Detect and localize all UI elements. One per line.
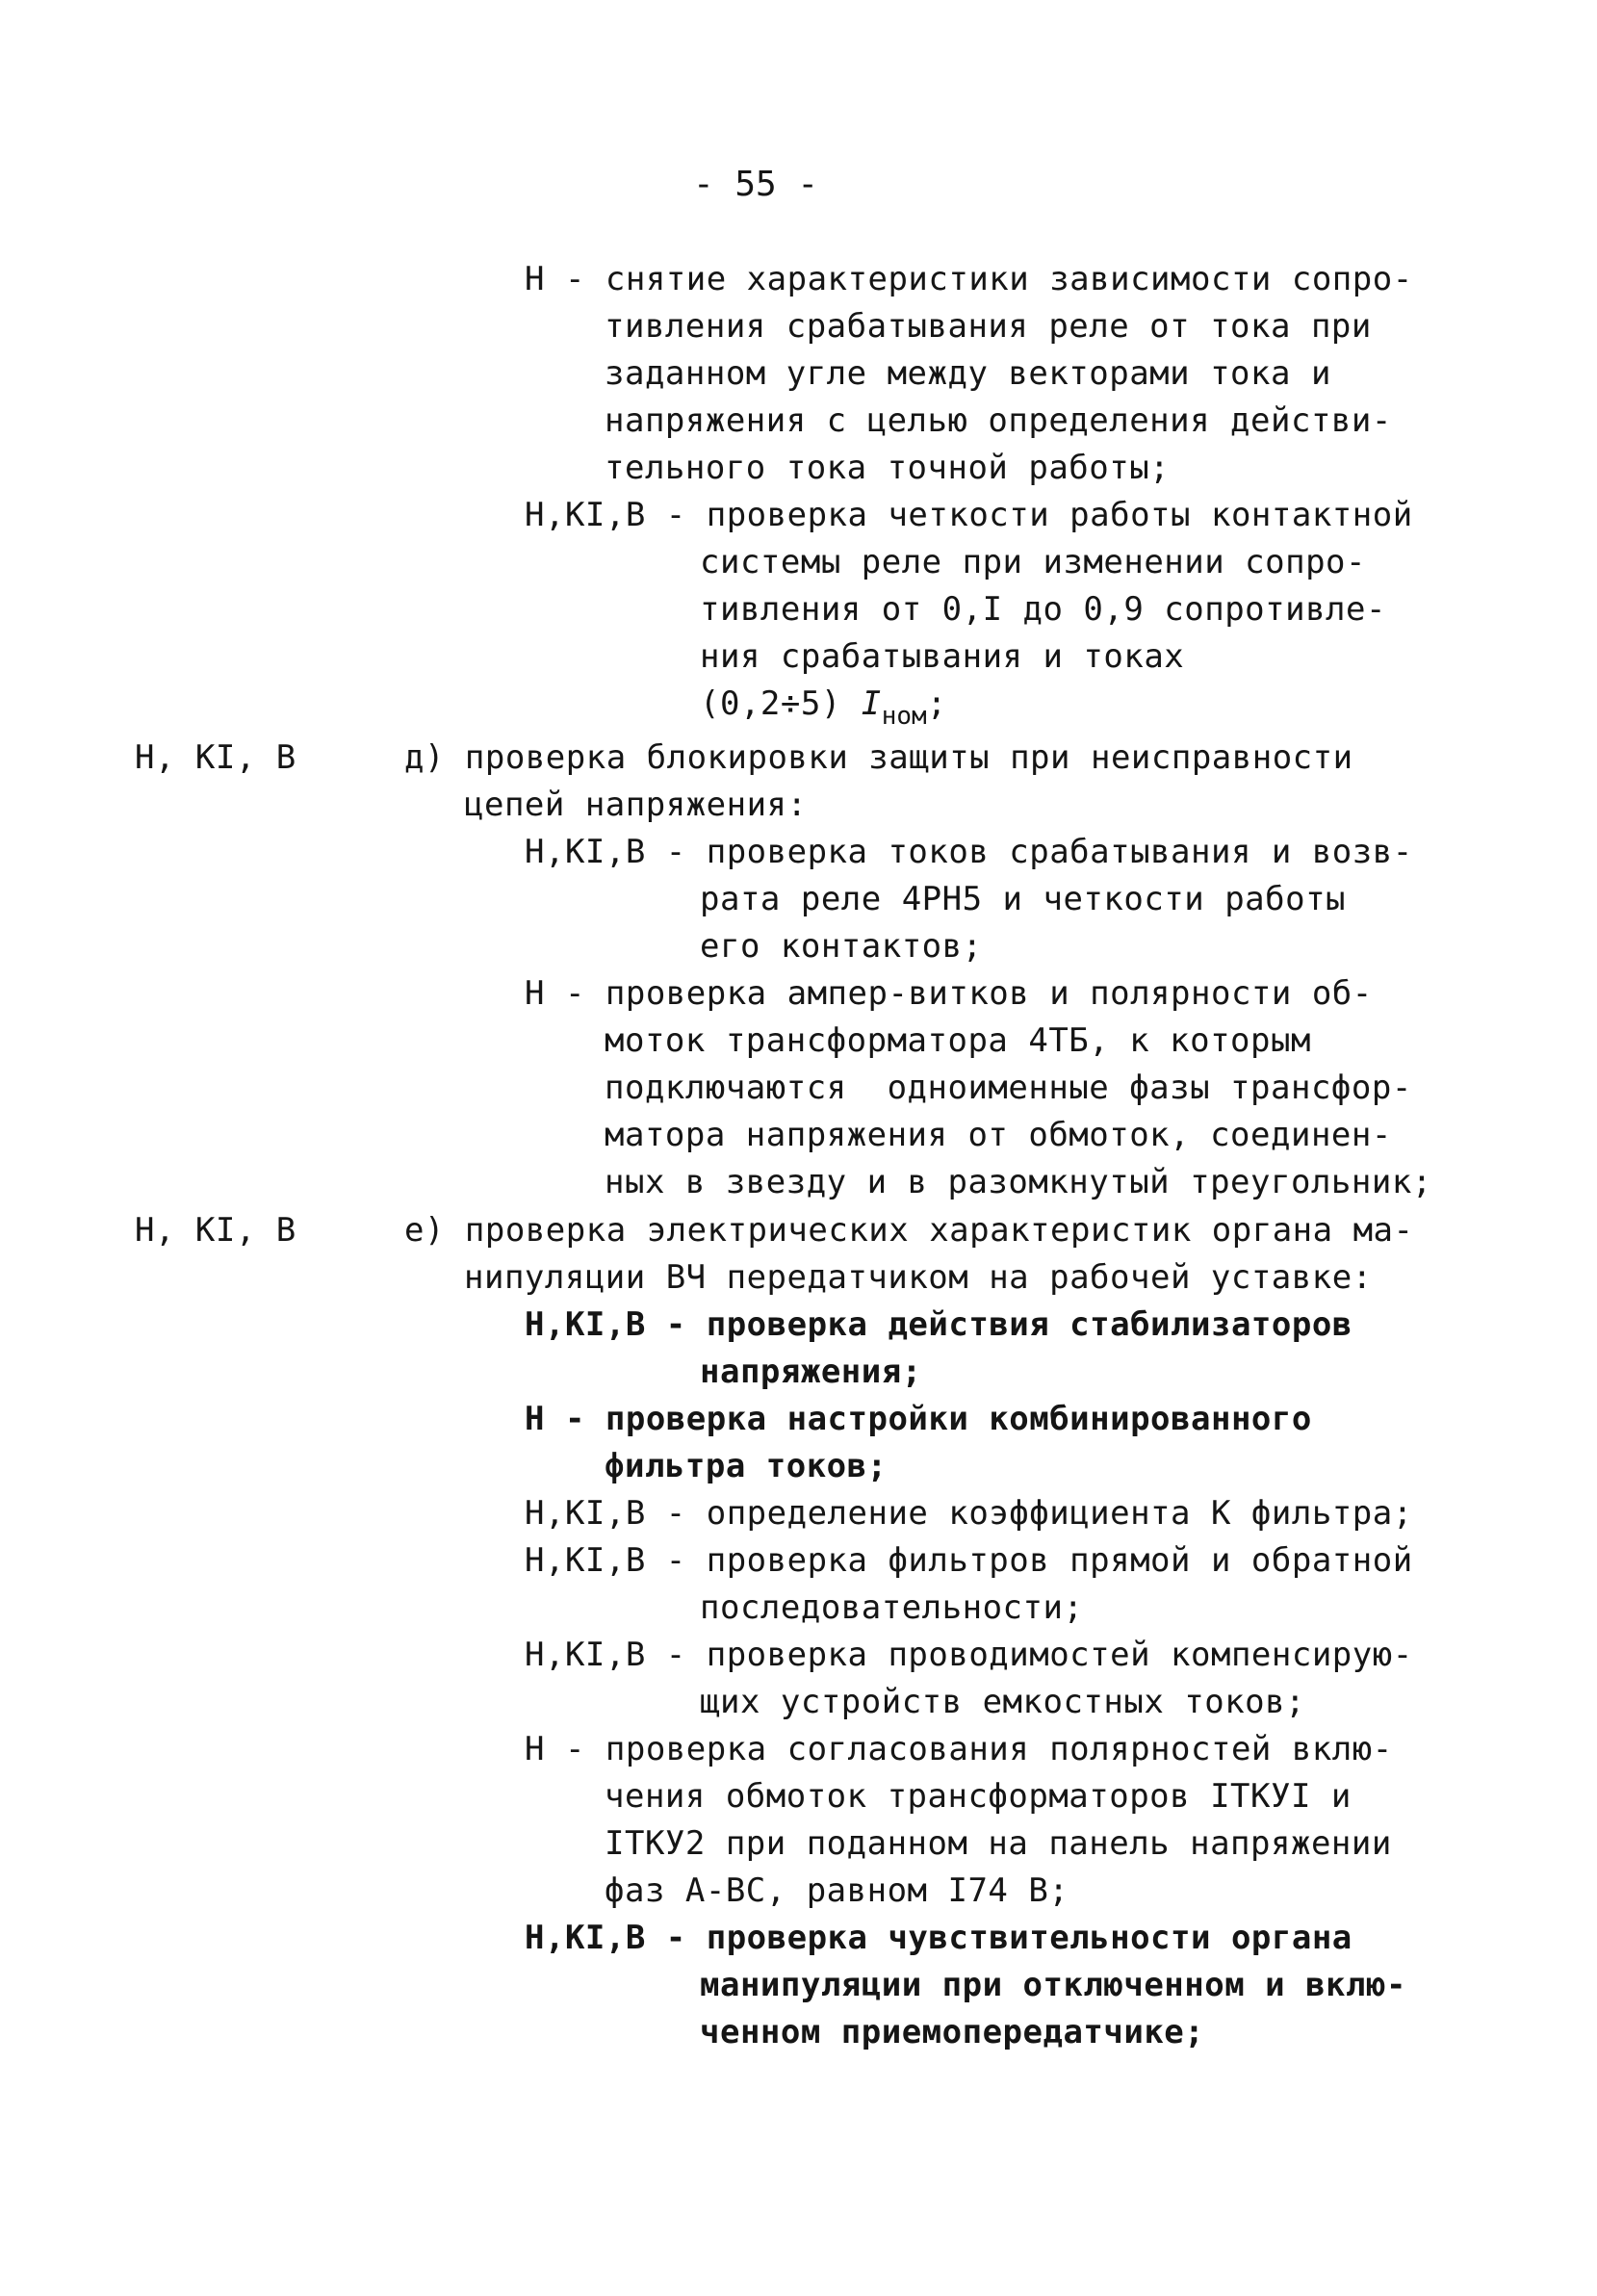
- text-line: фильтра токов;: [605, 1447, 888, 1485]
- text-line: матора напряжения от обмоток, соединен-: [605, 1116, 1392, 1154]
- text-line: напряжения с целью определения действи-: [605, 401, 1392, 440]
- formula-range: (0,2÷5): [700, 684, 862, 723]
- text-line: Н,КI,В - проверка проводимостей компенсирую-: [525, 1636, 1413, 1674]
- text-line: Н - проверка настройки комбинированного: [525, 1400, 1312, 1438]
- text-line: ченном приемопередатчике;: [700, 2013, 1205, 2051]
- text-line: ных в звезду и в разомкнутый треугольник;: [605, 1163, 1432, 1201]
- formula-symbol: I: [861, 684, 882, 723]
- text-line: Н - проверка ампер-витков и полярности об-: [525, 974, 1373, 1013]
- formula-tail: ;: [926, 684, 947, 723]
- text-line: его контактов;: [700, 927, 983, 966]
- page-number: - 55 -: [693, 165, 819, 204]
- margin-marker: Н, КI, В: [135, 738, 296, 777]
- text-line: Н - проверка согласования полярностей вклю-: [525, 1730, 1393, 1768]
- text-line: цепей напряжения:: [464, 786, 808, 824]
- text-line: чения обмоток трансформаторов IТКУI и: [605, 1777, 1352, 1816]
- text-line: IТКУ2 при поданном на панель напряжении: [605, 1824, 1392, 1863]
- text-line: напряжения;: [700, 1353, 922, 1391]
- text-line: щих устройств емкостных токов;: [700, 1683, 1306, 1721]
- text-line: д) проверка блокировки защиты при неисправности: [404, 738, 1353, 777]
- text-line: ния срабатывания и токах: [700, 637, 1185, 676]
- text-line: тельного тока точной работы;: [605, 449, 1171, 487]
- text-line: тивления срабатывания реле от тока при: [605, 307, 1372, 346]
- text-line: рата реле 4РН5 и четкости работы: [700, 880, 1347, 918]
- text-line: системы реле при изменении сопро-: [700, 543, 1367, 581]
- text-line: заданном угле между векторами тока и: [605, 354, 1331, 393]
- text-line: е) проверка электрических характеристик органа ма-: [404, 1211, 1414, 1250]
- text-line: тивления от 0,I до 0,9 сопротивле-: [700, 590, 1386, 629]
- text-line: подключаются одноименные фазы трансфор-: [605, 1069, 1412, 1107]
- text-line: Н,КI,В - проверка фильтров прямой и обратной: [525, 1541, 1413, 1580]
- text-line: Н,КI,В - проверка токов срабатывания и возв-: [525, 833, 1413, 871]
- formula-line: [700, 683, 947, 737]
- text-line: Н,КI,В - проверка четкости работы контактной: [525, 496, 1413, 534]
- text-line: последовательности;: [700, 1588, 1084, 1627]
- text-line: моток трансформатора 4ТБ, к которым: [605, 1021, 1311, 1060]
- text-line: Н,КI,В - проверка действия стабилизаторов: [525, 1305, 1352, 1344]
- text-line: Н - снятие характеристики зависимости сопро-: [525, 260, 1413, 298]
- formula-subscript: ном: [881, 702, 927, 731]
- text-line: нипуляции ВЧ передатчиком на рабочей уставке:: [464, 1258, 1373, 1297]
- text-line: манипуляции при отключенном и вклю-: [700, 1966, 1406, 2004]
- text-line: Н,КI,В - определение коэффициента К фильтра;: [525, 1494, 1413, 1533]
- text-line: Н,КI,В - проверка чувствительности органа: [525, 1919, 1352, 1957]
- text-line: фаз А-ВС, равном I74 В;: [605, 1871, 1069, 1910]
- margin-marker: Н, КI, В: [135, 1211, 296, 1250]
